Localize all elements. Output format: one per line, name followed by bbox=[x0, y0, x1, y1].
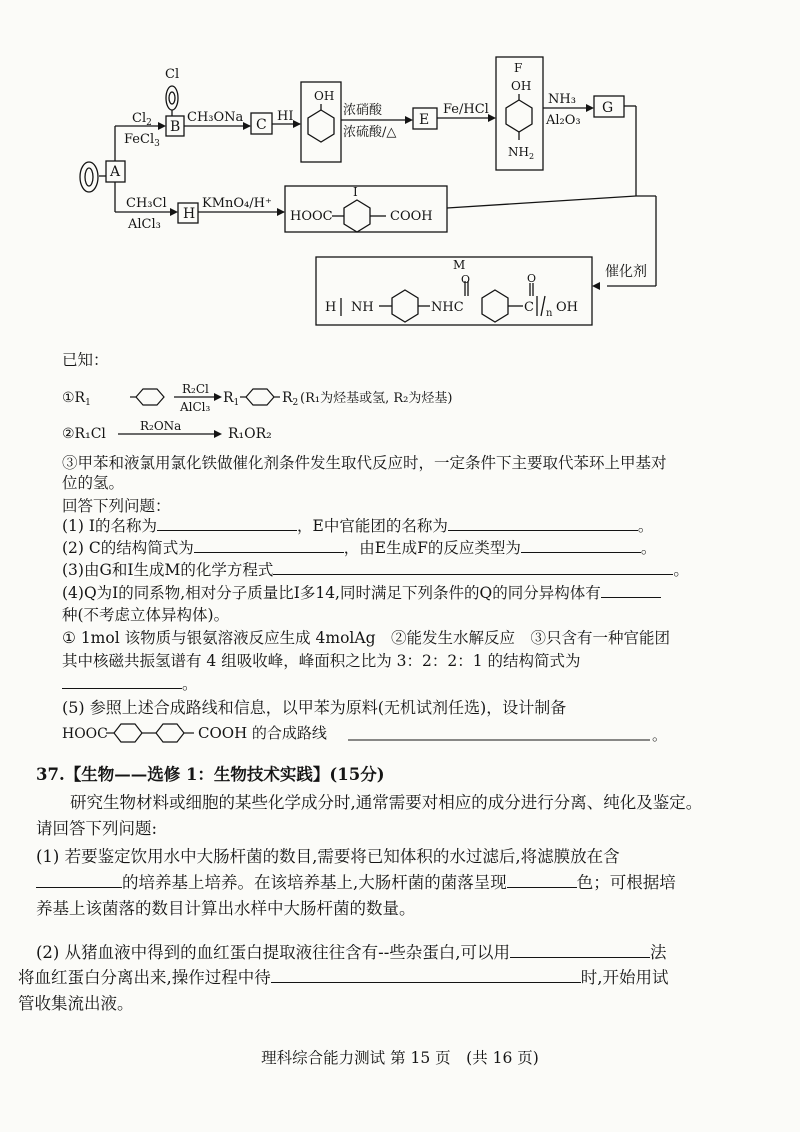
known-rule-1 bbox=[60, 382, 520, 412]
label-F: F bbox=[514, 61, 523, 75]
question-4e: 。 bbox=[62, 674, 198, 694]
I-cooh: COOH bbox=[390, 209, 433, 224]
reagent-cl2: $Cl_2$ bbox=[132, 111, 152, 128]
phenol-oh: OH bbox=[314, 89, 335, 103]
ring-cl-label: Cl bbox=[165, 67, 180, 82]
reagent-alcl3: AlCl₃ bbox=[128, 217, 161, 232]
M-h: H bbox=[325, 300, 337, 315]
bio-paragraph-1: 研究生物材料或细胞的某些化学成分时,通常需要对相应的成分进行分离、纯化及鉴定。 bbox=[70, 793, 703, 812]
bio-blank-4[interactable] bbox=[271, 968, 581, 983]
bio-q2e: 管收集流出液。 bbox=[18, 994, 134, 1013]
reagent-fecl3: FeCl$_3$ bbox=[124, 132, 160, 149]
bio-q1b: 的培养基上培养。在该培养基上,大肠杆菌的菌落呈现 色；可根据培 bbox=[36, 872, 676, 894]
label-A: A bbox=[110, 164, 121, 180]
answer-blank-1a[interactable] bbox=[157, 516, 297, 531]
bio-q2: (2) 从猪血液中得到的血红蛋白提取液往往含有--些杂蛋白,可以用 法 bbox=[36, 943, 667, 962]
M-oh: OH bbox=[556, 300, 578, 315]
reagent-fehcl: Fe/HCl bbox=[443, 102, 489, 117]
answer-blank-2b[interactable] bbox=[521, 538, 641, 553]
reagent-catalyst: 催化剂 bbox=[605, 264, 647, 280]
bio-paragraph-2: 请回答下列问题: bbox=[36, 819, 158, 838]
rule2-right: R₁OR₂ bbox=[228, 426, 272, 442]
I-hooc: HOOC bbox=[290, 209, 333, 224]
answer-blank-3[interactable] bbox=[273, 560, 673, 575]
question-2: (2) C的结构简式为 ，由E生成F的反应类型为 。 bbox=[62, 539, 657, 557]
question-3: (3)由G和I生成M的化学方程式 。 bbox=[62, 561, 689, 579]
known-title: 已知： bbox=[62, 351, 109, 369]
answer-blank-4b[interactable] bbox=[62, 674, 182, 689]
label-G: G bbox=[602, 100, 614, 116]
label-H: H bbox=[183, 206, 196, 222]
M-c: C bbox=[524, 300, 534, 315]
question-4c: ① 1mol 该物质与银氨溶液反应生成 4molAg ②能发生水解反应 ③只含有一种官能团 bbox=[62, 629, 670, 647]
reagent-ch3ona: CH₃ONa bbox=[187, 110, 244, 125]
reagent-nitric: 浓硝酸 bbox=[343, 103, 383, 118]
rule1-note: (R₁为烃基或氢, R₂为烃基) bbox=[300, 391, 453, 406]
question-4b: 种(不考虑立体异构体)。 bbox=[62, 606, 230, 624]
bio-q2c: 将血红蛋白分离出来,操作过程中待 时,开始用试 bbox=[18, 968, 669, 987]
answer-blank-4a[interactable] bbox=[601, 583, 661, 598]
answer-blank-1b[interactable] bbox=[448, 516, 638, 531]
answer-blank-2a[interactable] bbox=[194, 538, 344, 553]
label-B: B bbox=[170, 119, 181, 135]
label-E: E bbox=[419, 112, 430, 128]
label-M: M bbox=[453, 258, 466, 272]
reagent-ch3cl: CH₃Cl bbox=[126, 196, 167, 211]
rule1-prod-r1: $R_1$ bbox=[223, 390, 240, 408]
M-nhc: NHC bbox=[431, 300, 464, 315]
known-rule-2 bbox=[60, 418, 360, 446]
question-5-target bbox=[60, 716, 680, 750]
question-5: (5) 参照上述合成路线和信息，以甲苯为原料(无机试剂任选)，设计制备 bbox=[62, 698, 567, 717]
M-n: n bbox=[546, 308, 553, 319]
rule1-prod-r2: $R_2$ bbox=[282, 390, 299, 408]
label-C: C bbox=[256, 117, 267, 133]
reagent-al2o3: Al₂O₃ bbox=[546, 113, 581, 128]
F-oh: OH bbox=[511, 79, 532, 93]
rule2-left: ②R₁Cl bbox=[62, 426, 106, 442]
M-o2: O bbox=[527, 272, 537, 285]
bio-blank-2[interactable] bbox=[507, 873, 577, 888]
reagent-kmno4: KMnO₄/H⁺ bbox=[202, 196, 272, 211]
bio-blank-3[interactable] bbox=[510, 943, 650, 958]
bio-q1: (1) 若要鉴定饮用水中大肠杆菌的数目,需要将已知体积的水过滤后,将滤膜放在含 bbox=[36, 847, 620, 866]
question-1: (1) I的名称为 ，E中官能团的名称为 。 bbox=[62, 517, 654, 535]
page-footer: 理科综合能力测试 第 15 页 (共 16 页) bbox=[261, 1049, 539, 1067]
M-o1: O bbox=[461, 273, 471, 286]
known-rule-3b: 位的氢。 bbox=[62, 474, 125, 492]
known-rule-3: ③甲苯和液氯用氯化铁做催化剂条件发生取代反应时，一定条件下主要取代苯环上甲基对 bbox=[62, 454, 667, 472]
q5-hooc: HOOC bbox=[62, 726, 108, 742]
reagent-sulfuric: 浓硫酸/△ bbox=[343, 125, 397, 140]
rule1-r2cl: R₂Cl bbox=[182, 382, 209, 396]
M-nh: NH bbox=[351, 300, 374, 315]
reagent-hi: HI bbox=[277, 109, 294, 124]
rule1-alcl3: AlCl₃ bbox=[180, 400, 211, 412]
rule2-reagent: R₂ONa bbox=[140, 419, 182, 433]
bio-q1d: 养基上该菌落的数目计算出水样中大肠杆菌的数量。 bbox=[36, 899, 416, 918]
question-4d: 其中核磁共振氢谱有 4 组吸收峰，峰面积之比为 3：2：2：1 的结构简式为 bbox=[62, 652, 581, 670]
synthesis-scheme bbox=[0, 0, 800, 340]
q5-cooh: COOH 的合成路线 bbox=[198, 724, 327, 742]
questions-intro: 回答下列问题： bbox=[62, 497, 171, 515]
rule1-r1: $①R_1$ bbox=[62, 390, 91, 408]
benzene-start bbox=[80, 162, 98, 192]
question-4: (4)Q为I的同系物,相对分子质量比I多14,同时满足下列条件的Q的同分异构体有 bbox=[62, 583, 661, 603]
q5-period: 。 bbox=[652, 726, 668, 744]
label-I: I bbox=[353, 185, 358, 199]
bio-blank-1[interactable] bbox=[36, 873, 122, 888]
bio-title: 37.【生物——选修 1：生物技术实践】(15分) bbox=[36, 765, 385, 784]
reagent-nh3: NH₃ bbox=[548, 92, 576, 107]
F-nh2: $NH_2$ bbox=[508, 145, 535, 161]
